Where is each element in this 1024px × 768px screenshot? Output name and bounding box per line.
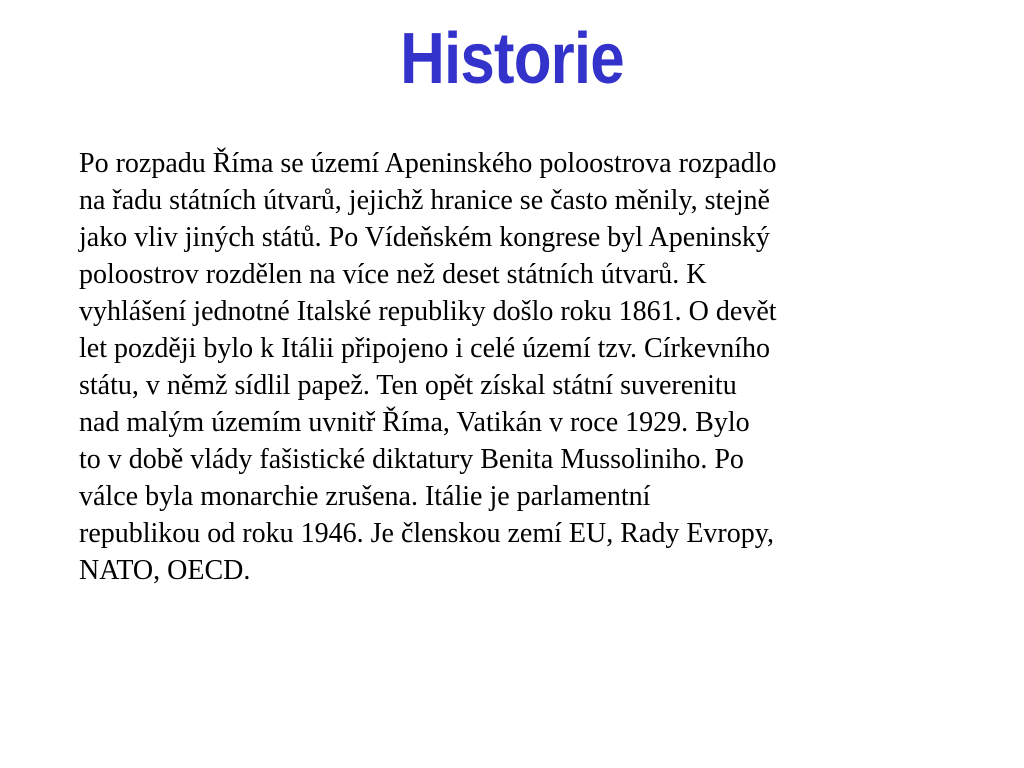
text-line: válce byla monarchie zrušena. Itálie je parlamentní — [79, 481, 651, 512]
text-line: poloostrov rozdělen na více než deset státních útvarů. K — [79, 259, 707, 290]
text-line: státu, v němž sídlil papež. Ten opět získal státní suverenitu — [79, 370, 737, 401]
text-line: NATO, OECD. — [79, 555, 251, 586]
text-line: na řadu státních útvarů, jejichž hranice se často měnily, stejně — [79, 185, 770, 216]
text-line: jako vliv jiných států. Po Vídeňském kongrese byl Apeninský — [79, 222, 770, 253]
text-line: nad malým územím uvnitř Říma, Vatikán v roce 1929. Bylo — [79, 407, 750, 438]
text-line: republikou od roku 1946. Je členskou zemí EU, Rady Evropy, — [79, 518, 774, 549]
slide-title: Historie — [400, 19, 624, 99]
text-line: let později bylo k Itálii připojeno i celé území tzv. Církevního — [79, 333, 770, 364]
text-line: vyhlášení jednotné Italské republiky došlo roku 1861. O devět — [79, 296, 777, 327]
body-paragraph — [79, 145, 959, 589]
text-line: to v době vlády fašistické diktatury Benita Mussoliniho. Po — [79, 444, 744, 475]
text-line: Po rozpadu Říma se území Apeninského poloostrova rozpadlo — [79, 148, 777, 179]
